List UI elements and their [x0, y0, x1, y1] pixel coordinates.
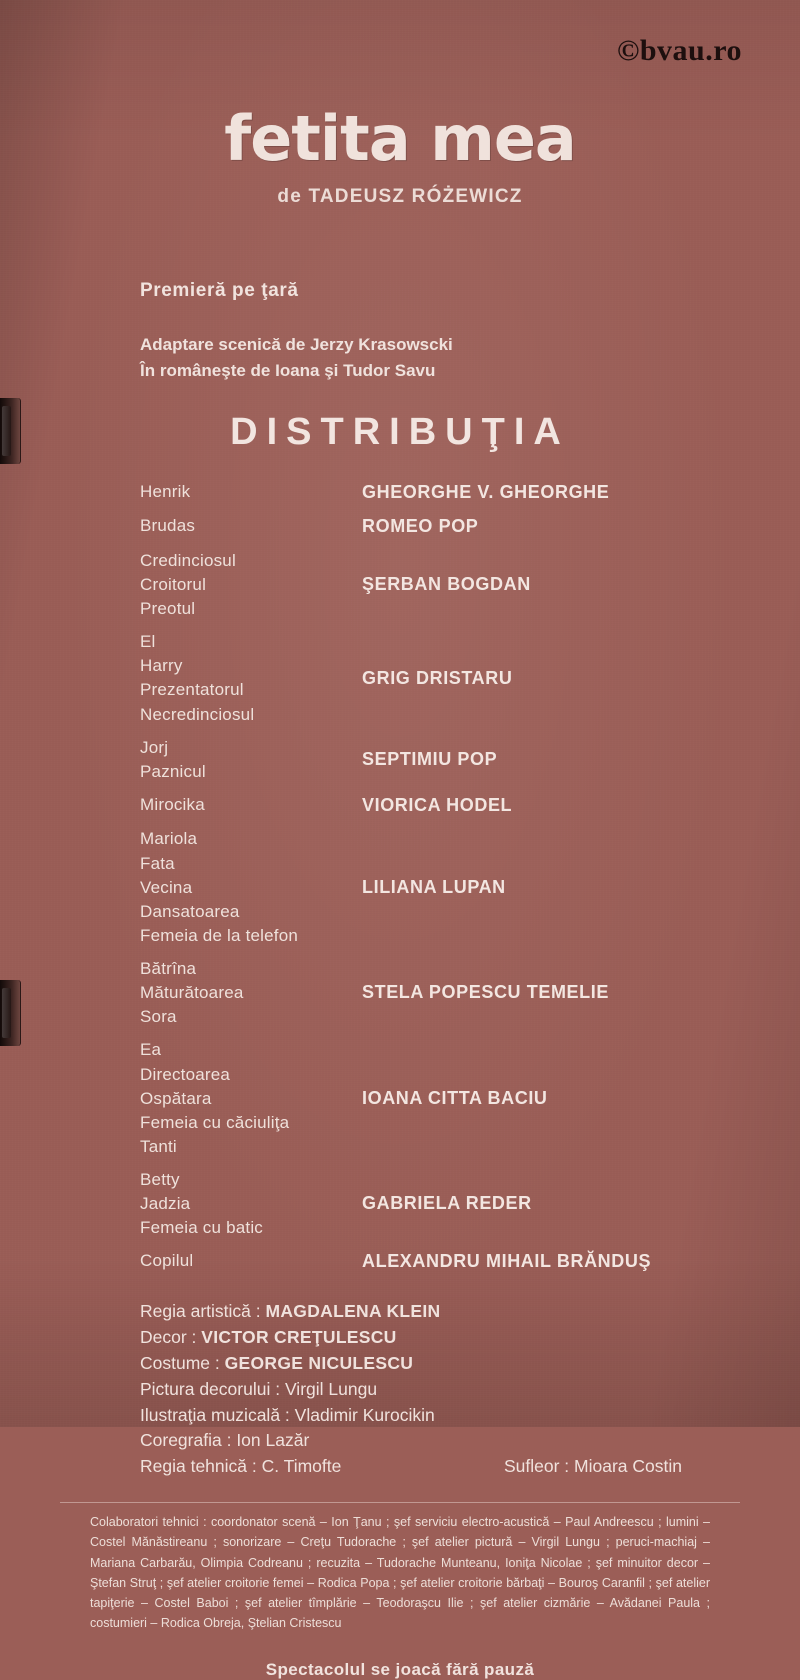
- credit-name: Vladimir Kurocikin: [294, 1404, 435, 1425]
- technical-collaborators: Colaboratori tehnici : coordonator scenă – Ion Ţanu ; şef serviciu electro-acustică – Paul Andreescu ; lumini – Costel Mănăstireanu ; sonorizare – Creţu Tudorache ; şef atelier pictură – Virgil Lungu ; peruci-machiaj – Mariana Carbarău, Olimpia Codreanu ; recuzita – Tudorache Munteanu, Ioniţa Nicolae ; şef minuitor decor – Ştefan Struţ ; şef atelier croitorie femei – Rodica Popa ; şef atelier croitorie bărbaţi – Bouroş Caranfil ; şef atelier tapiţerie – Costel Baboi ; şef atelier tîmplărie – Teodoraşcu Ilie ; şef atelier cizmărie – Avădanei Paula ; costumieri – Rodica Obreja, Ştelian Cristescu: [60, 1502, 740, 1634]
- production-credits: [140, 1299, 740, 1480]
- actor-name: ŞERBAN BOGDAN: [362, 574, 531, 595]
- credit-line: [140, 1403, 740, 1429]
- credit-name: GEORGE NICULESCU: [224, 1352, 414, 1373]
- credit-line: [140, 1325, 740, 1351]
- role-name: El: [140, 632, 156, 652]
- credit-line: [140, 1299, 740, 1325]
- role-name: Mariola: [140, 829, 198, 849]
- adaptation-line: Adaptare scenică de Jerzy Krasowscki: [140, 335, 453, 354]
- role-name: Credinciosul: [140, 550, 236, 570]
- role-name: Vecina: [140, 877, 193, 897]
- cast-row: [140, 827, 740, 948]
- role-name: Prezentatorul: [140, 680, 244, 700]
- role-name: Betty: [140, 1170, 180, 1190]
- role-name: Paznicul: [140, 761, 206, 781]
- role-name: Dansatoarea: [140, 901, 240, 921]
- actor-name: ROMEO POP: [362, 516, 479, 537]
- credit-label: Regia artistică :: [140, 1301, 261, 1321]
- translation-line: În româneşte de Ioana şi Tudor Savu: [140, 361, 436, 381]
- credit-label: Decor :: [140, 1326, 197, 1347]
- role-name: Jadzia: [140, 1194, 191, 1214]
- role-names: [140, 793, 362, 817]
- role-name: Femeia de la telefon: [140, 925, 299, 945]
- role-name: Tanti: [140, 1136, 177, 1156]
- play-title: fetita mea: [224, 102, 576, 175]
- credit-label: Ilustraţia muzicală :: [140, 1404, 290, 1425]
- role-name: Croitorul: [140, 574, 207, 594]
- credit-label: Regia tehnică :: [140, 1456, 257, 1477]
- credit-name: Ion Lazăr: [236, 1430, 310, 1451]
- credit-name: VICTOR CREŢULESCU: [201, 1326, 397, 1347]
- technical-direction: [140, 1454, 341, 1480]
- cast-row: [140, 514, 740, 540]
- role-names: [140, 630, 362, 727]
- credit-name: C. Timofte: [261, 1456, 342, 1477]
- credit-label: Pictura decorului :: [140, 1378, 281, 1399]
- actor-name: GABRIELA REDER: [362, 1193, 532, 1214]
- actor-name: ALEXANDRU MIHAIL BRĂNDUŞ: [362, 1251, 652, 1272]
- role-name: Harry: [140, 656, 183, 676]
- credit-line: [140, 1428, 740, 1454]
- credit-name: Virgil Lungu: [284, 1378, 378, 1399]
- cast-row: [140, 630, 740, 727]
- watermark: ©bvau.ro: [616, 34, 742, 67]
- role-names: [140, 514, 362, 538]
- cast-row: [140, 736, 740, 784]
- credit-label: Coregrafia :: [140, 1430, 232, 1451]
- role-names: [140, 957, 362, 1029]
- role-names: [140, 827, 362, 948]
- credit-line: [140, 1377, 740, 1403]
- role-name: Ospătara: [140, 1088, 212, 1108]
- adaptation-note: [140, 332, 740, 385]
- role-names: [140, 736, 362, 784]
- role-name: Femeia cu căciuliţa: [140, 1112, 290, 1132]
- credit-line: [140, 1351, 740, 1377]
- role-name: Necredinciosul: [140, 704, 255, 724]
- cast-row: [140, 549, 740, 621]
- actor-name: STELA POPESCU TEMELIE: [362, 982, 609, 1003]
- actor-name: GHEORGHE V. GHEORGHE: [362, 481, 610, 502]
- credit-name: MAGDALENA KLEIN: [265, 1301, 441, 1321]
- cast-row: [140, 1249, 740, 1275]
- prompter-credit: Sufleor : Mioara Costin: [504, 1456, 682, 1477]
- credit-label: Costume :: [140, 1352, 220, 1373]
- cast-row: [140, 480, 740, 506]
- role-names: [140, 1249, 362, 1273]
- cast-row: [140, 957, 740, 1029]
- play-author: de TADEUSZ RÓŻEWICZ: [277, 186, 523, 207]
- actor-name: IOANA CITTA BACIU: [362, 1087, 548, 1108]
- role-name: Fata: [140, 853, 175, 873]
- role-name: Directoarea: [140, 1064, 231, 1084]
- role-name: Preotul: [140, 599, 196, 619]
- role-name: Bătrîna: [140, 959, 197, 979]
- role-name: Jorj: [140, 737, 169, 757]
- role-name: Henrik: [140, 481, 191, 501]
- cast-heading: DISTRIBUŢIA: [230, 410, 570, 453]
- actor-name: SEPTIMIU POP: [362, 749, 498, 769]
- cast-row: [140, 1038, 740, 1159]
- role-name: Femeia cu batic: [140, 1218, 263, 1238]
- role-names: [140, 1168, 362, 1240]
- role-names: [140, 480, 362, 504]
- role-name: Ea: [140, 1040, 162, 1060]
- role-name: Măturătoarea: [140, 983, 244, 1003]
- cast-row: [140, 793, 740, 819]
- role-name: Copilul: [140, 1251, 194, 1271]
- role-names: [140, 1038, 362, 1159]
- performance-note: Spectacolul se joacă fără pauză: [265, 1659, 535, 1679]
- credit-line: [140, 1454, 740, 1480]
- premiere-note: Premieră pe ţară: [140, 280, 299, 301]
- production-notes: [140, 280, 740, 385]
- actor-name: VIORICA HODEL: [362, 794, 513, 815]
- cast-row: [140, 1168, 740, 1240]
- actor-name: LILIANA LUPAN: [362, 876, 506, 897]
- role-name: Sora: [140, 1007, 177, 1027]
- actor-name: GRIG DRISTARU: [362, 667, 513, 688]
- role-names: [140, 549, 362, 621]
- role-name: Brudas: [140, 516, 196, 536]
- role-name: Mirocika: [140, 794, 205, 814]
- cast-list: [140, 480, 740, 1275]
